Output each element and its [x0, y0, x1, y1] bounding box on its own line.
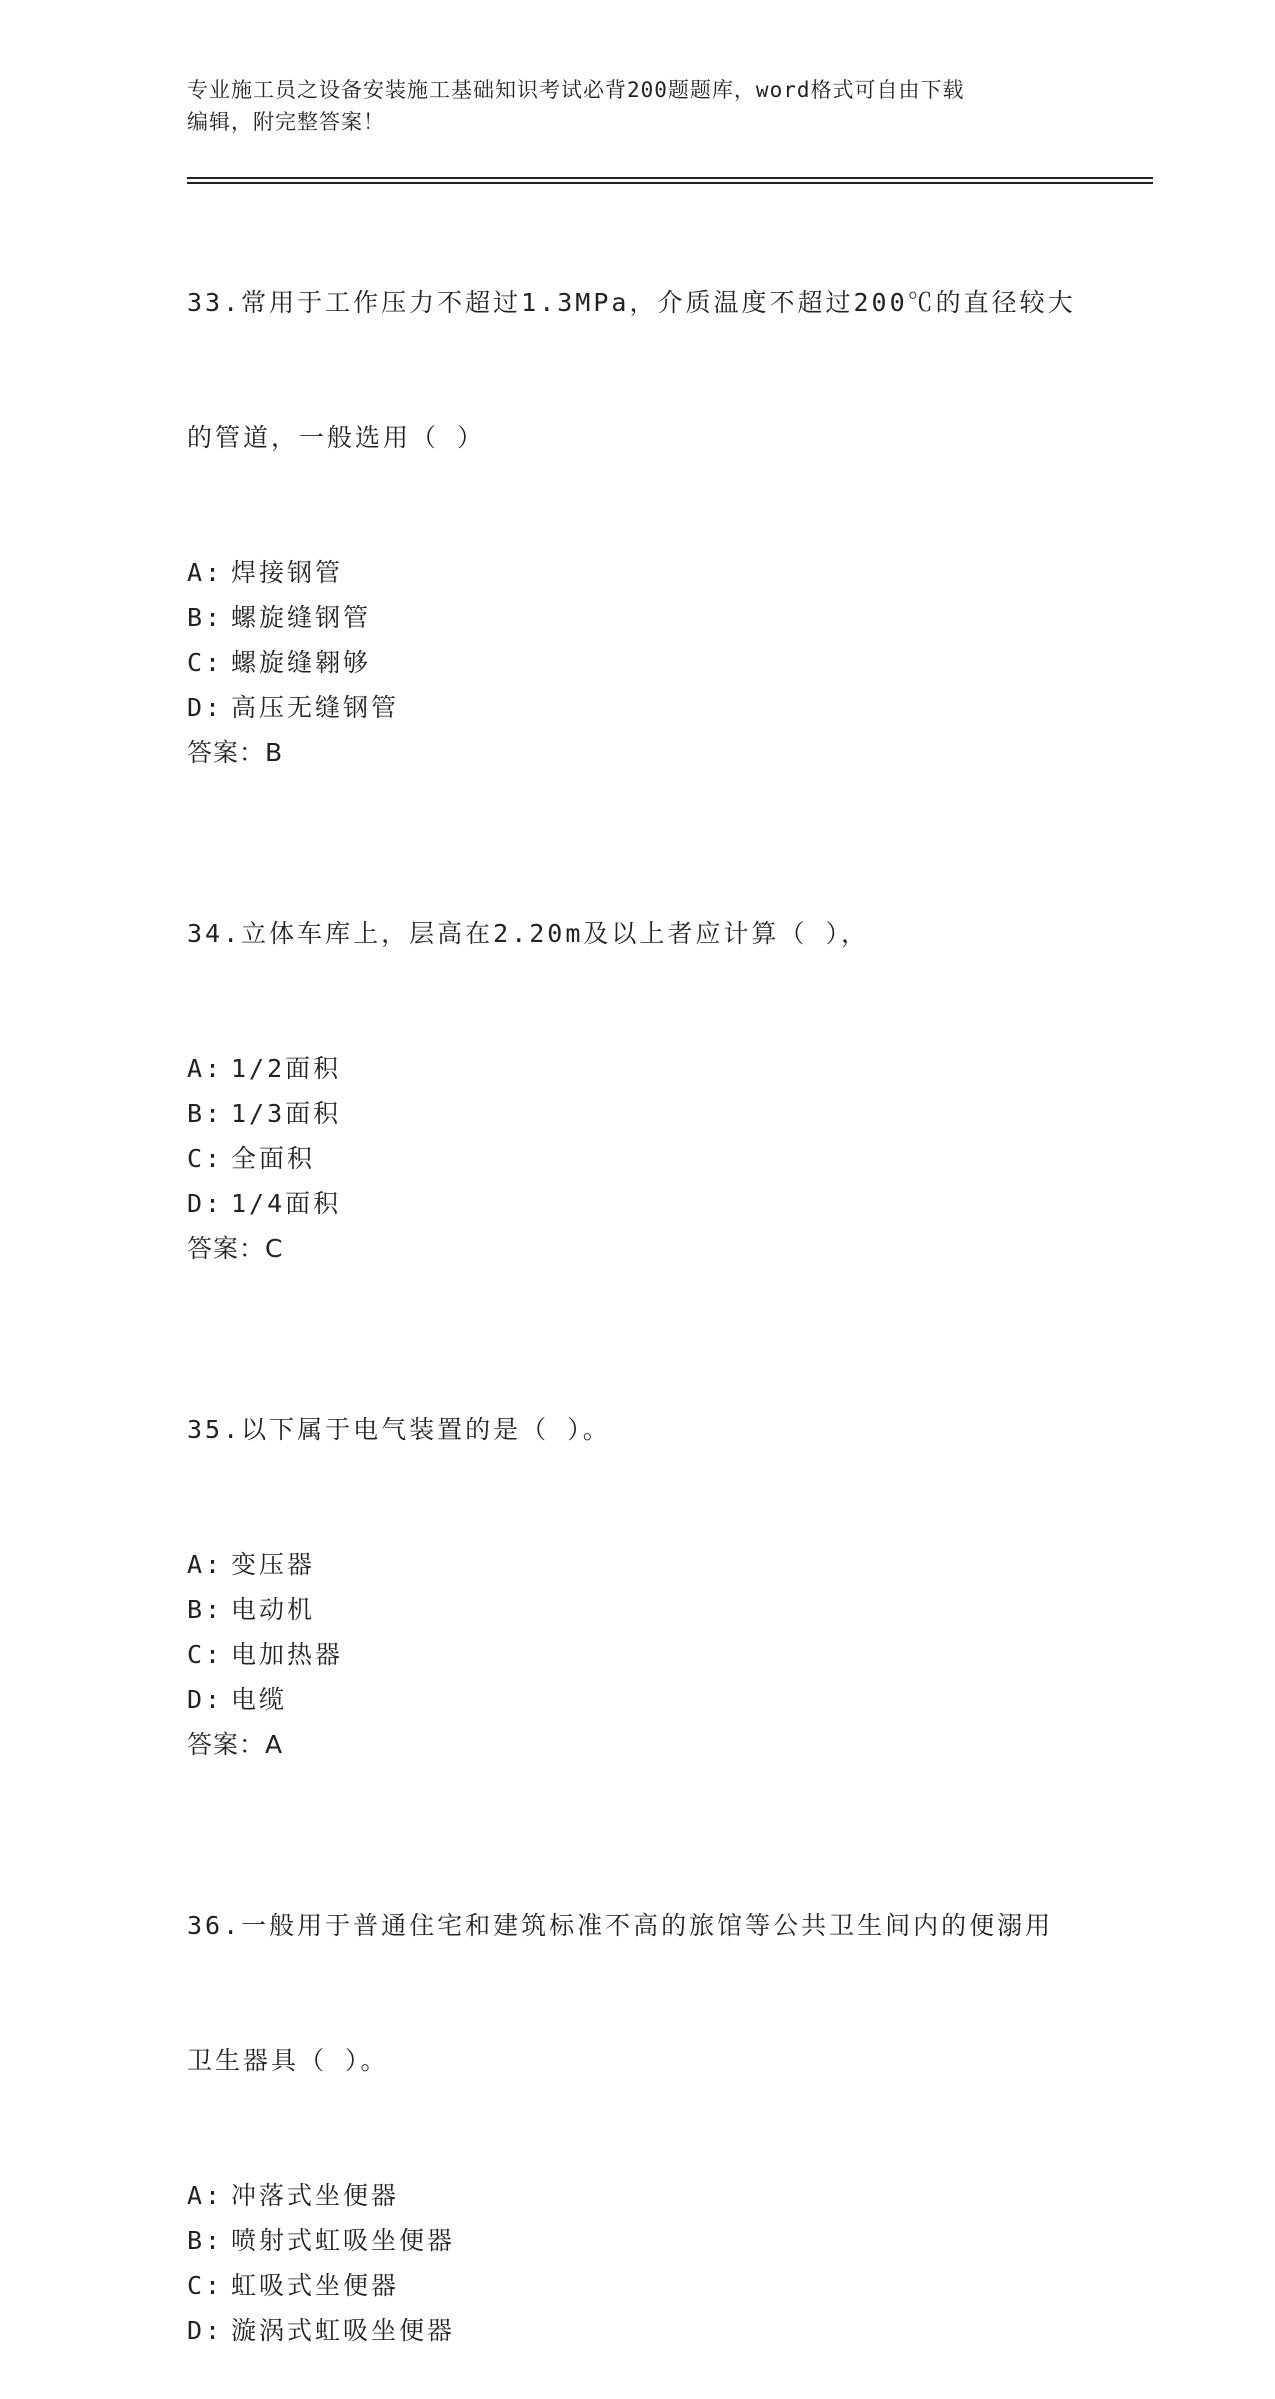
option-letter: D:: [187, 1189, 224, 1218]
option-text: 变压器: [231, 1550, 316, 1579]
question-stem: [187, 821, 1087, 1046]
question-stem: [187, 1317, 1087, 1542]
option-text: 高压无缝钢管: [231, 693, 400, 722]
option-a: [187, 1542, 1087, 1587]
option-text: 1/2面积: [231, 1054, 342, 1083]
option-text: 虹吸式坐便器: [231, 2271, 400, 2300]
option-a: [187, 2173, 1087, 2218]
option-text: 漩涡式虹吸坐便器: [231, 2316, 456, 2345]
option-letter: C:: [187, 648, 224, 677]
option-letter: C:: [187, 2271, 224, 2300]
option-letter: C:: [187, 1640, 224, 1669]
stem-line: 34.立体车库上，层高在2.20m及以上者应计算（ ），: [187, 919, 869, 948]
option-d: [187, 2308, 1087, 2353]
option-text: 全面积: [231, 1144, 316, 1173]
question-33: [187, 190, 1087, 775]
option-b: [187, 2218, 1087, 2263]
question-list: [187, 190, 1087, 2399]
option-text: 喷射式虹吸坐便器: [231, 2226, 456, 2255]
question-stem: [187, 190, 1087, 550]
stem-line: 36.一般用于普通住宅和建筑标准不高的旅馆等公共卫生间内的便溺用: [187, 1911, 1054, 1940]
option-letter: B:: [187, 1595, 224, 1624]
option-a: [187, 1046, 1087, 1091]
question-36: [187, 1813, 1087, 2353]
answer-line: 答案：A: [187, 1730, 284, 1759]
option-letter: A:: [187, 558, 224, 587]
option-d: [187, 1181, 1087, 1226]
option-c: [187, 2263, 1087, 2308]
option-text: 螺旋缝钢管: [231, 603, 372, 632]
option-text: 焊接钢管: [231, 558, 344, 587]
header-divider-top: [187, 177, 1153, 179]
question-stem: [187, 1813, 1087, 2173]
option-letter: A:: [187, 2181, 224, 2210]
option-letter: C:: [187, 1144, 224, 1173]
option-letter: B:: [187, 1099, 224, 1128]
option-letter: D:: [187, 1685, 224, 1714]
option-d: [187, 685, 1087, 730]
header-divider-bottom: [187, 182, 1153, 184]
header-line-2: 编辑，附完整答案！: [187, 110, 385, 134]
option-b: [187, 595, 1087, 640]
option-text: 电加热器: [231, 1640, 344, 1669]
stem-line: 33.常用于工作压力不超过1.3MPa，介质温度不超过200℃的直径较大: [187, 288, 1076, 317]
stem-line: 卫生器具（ ）。: [187, 2046, 389, 2075]
option-letter: D:: [187, 693, 224, 722]
option-letter: B:: [187, 603, 224, 632]
option-text: 1/3面积: [231, 1099, 342, 1128]
option-c: [187, 1632, 1087, 1677]
answer-line: 答案：C: [187, 1234, 284, 1263]
option-letter: A:: [187, 1054, 224, 1083]
option-text: 电缆: [231, 1685, 288, 1714]
option-b: [187, 1091, 1087, 1136]
option-c: [187, 1136, 1087, 1181]
option-c: [187, 640, 1087, 685]
stem-line: 的管道，一般选用（ ）: [187, 423, 486, 452]
question-34: [187, 821, 1087, 1271]
answer-line: 答案：B: [187, 738, 284, 767]
option-a: [187, 550, 1087, 595]
option-text: 1/4面积: [231, 1189, 342, 1218]
option-b: [187, 1587, 1087, 1632]
option-d: [187, 1677, 1087, 1722]
header-line-1: 专业施工员之设备安装施工基础知识考试必背200题题库，word格式可自由下载: [187, 78, 965, 102]
option-letter: B:: [187, 2226, 224, 2255]
option-text: 电动机: [231, 1595, 316, 1624]
option-letter: D:: [187, 2316, 224, 2345]
document-header: [187, 74, 1067, 138]
option-text: 冲落式坐便器: [231, 2181, 400, 2210]
option-letter: A:: [187, 1550, 224, 1579]
question-35: [187, 1317, 1087, 1767]
option-text: 螺旋缝翱够: [231, 648, 372, 677]
stem-line: 35.以下属于电气装置的是（ ）。: [187, 1415, 611, 1444]
